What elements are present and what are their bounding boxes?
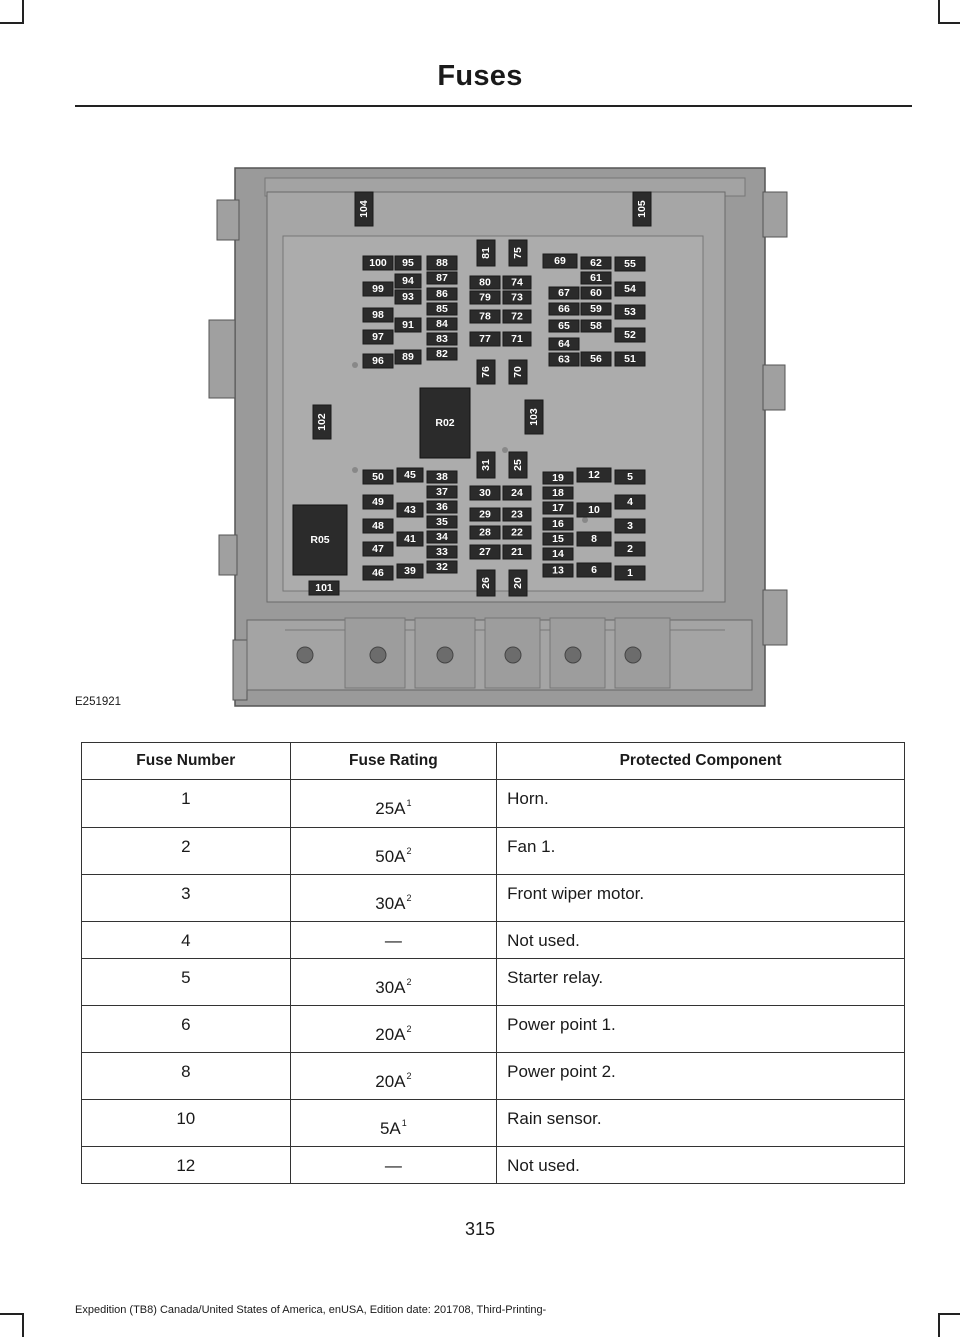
fuse-label: 25: [512, 459, 524, 471]
fuse-27: [470, 545, 500, 559]
fuse-50: [363, 470, 393, 484]
title-rule: [75, 105, 912, 107]
fuse-rating-value: —: [384, 931, 402, 950]
fuse-31: [477, 452, 495, 478]
fuse-label: 20: [512, 577, 524, 589]
clip-left-1: [217, 200, 239, 240]
fuse-label: 5: [627, 471, 633, 483]
fuse-box-diagram: [195, 140, 790, 710]
footer-text: Expedition (TB8) Canada/United States of America, enUSA, Edition date: 201708, Third-Printing-: [75, 1304, 547, 1316]
fuse-rating-cell: [290, 1100, 496, 1147]
fuse-label: 104: [358, 200, 370, 218]
fuse-86: [427, 288, 457, 300]
fuse-label: 50: [372, 471, 384, 483]
fuse-41: [397, 532, 423, 546]
fuse-label: 38: [436, 471, 448, 483]
relay-label: R05: [310, 534, 330, 546]
fuse-82: [427, 348, 457, 360]
fuse-label: 66: [558, 303, 570, 315]
fuse-73: [503, 291, 531, 304]
fuse-34: [427, 531, 457, 543]
fuse-label: 37: [436, 486, 448, 498]
fuse-number-cell: 5: [82, 959, 291, 1006]
fuse-label: 34: [436, 531, 448, 543]
fuse-10: [577, 503, 611, 517]
fuse-rating-cell: [290, 875, 496, 922]
protected-component-cell: Power point 2.: [497, 1053, 905, 1100]
fuse-label: 69: [554, 255, 566, 267]
fuse-97: [363, 330, 393, 344]
fuse-label: 105: [636, 200, 648, 218]
footnote-marker: 2: [406, 1024, 412, 1034]
fuse-rating-value: —: [384, 1156, 402, 1175]
fuse-47: [363, 542, 393, 556]
fuse-label: 54: [624, 283, 636, 295]
fuse-91: [395, 318, 421, 332]
page-number: 315: [464, 1219, 496, 1239]
fuse-51: [615, 352, 645, 366]
fuse-label: 98: [372, 309, 384, 321]
clip-left-2: [209, 320, 235, 398]
fuse-rating-value: 30A: [375, 978, 406, 997]
fuse-label: 71: [511, 333, 523, 345]
fuse-78: [470, 310, 500, 323]
clip-right-2: [763, 365, 785, 410]
fuse-rating-cell: [290, 1053, 496, 1100]
fuse-label: 22: [511, 526, 523, 539]
fuse-29: [470, 508, 500, 521]
fuse-84: [427, 318, 457, 330]
fuse-label: 81: [480, 247, 492, 259]
fuse-13: [543, 564, 573, 577]
crop-mark-bottom-right: [938, 1313, 960, 1315]
fuse-rating-cell: [290, 959, 496, 1006]
crop-mark-bottom-right-v: [938, 1313, 940, 1337]
page-title: Fuses: [437, 60, 523, 92]
fuse-55: [615, 257, 645, 271]
footnote-marker: 1: [401, 1118, 407, 1128]
protected-component-cell: Not used.: [497, 922, 905, 959]
fuse-63: [549, 353, 579, 366]
fuse-59: [581, 303, 611, 315]
fuse-label: 76: [480, 366, 492, 378]
fuse-label: 10: [588, 504, 600, 516]
fuse-87: [427, 272, 457, 284]
table-header-row: [82, 743, 905, 780]
fuse-label: 75: [512, 247, 524, 259]
fuse-98: [363, 308, 393, 322]
footnote-marker: 2: [406, 1071, 412, 1081]
header-fuse-rating: Fuse Rating: [290, 743, 496, 780]
fuse-rating-value: 5A: [379, 1119, 401, 1138]
fuse-label: 100: [369, 257, 387, 269]
fuse-46: [363, 566, 393, 580]
fuse-table: [81, 742, 905, 1184]
protected-component-cell: Power point 1.: [497, 1006, 905, 1053]
fuse-label: 60: [590, 287, 602, 299]
fuse-label: 19: [552, 472, 564, 484]
fuse-4: [615, 495, 645, 509]
figure-code: E251921: [75, 696, 122, 708]
fuse-label: 101: [315, 582, 333, 594]
fuse-69: [543, 254, 577, 268]
crop-mark-bottom-left-v: [22, 1313, 24, 1337]
fuse-label: 96: [372, 355, 384, 367]
fuse-21: [503, 545, 531, 559]
fuse-label: 74: [511, 276, 523, 289]
fuse-label: 51: [624, 353, 636, 365]
fuse-1: [615, 566, 645, 580]
fuse-54: [615, 282, 645, 296]
fuse-101: [309, 581, 339, 595]
fuse-53: [615, 305, 645, 319]
fuse-label: 85: [436, 303, 448, 315]
fuse-rating-value: 30A: [375, 894, 406, 913]
fuse-43: [397, 503, 423, 517]
fuse-74: [503, 276, 531, 289]
fuse-label: 64: [558, 338, 570, 350]
fuse-103: [525, 400, 543, 434]
fuse-label: 53: [624, 306, 636, 318]
footnote-marker: 2: [406, 977, 412, 987]
fuse-35: [427, 516, 457, 528]
fuse-72: [503, 310, 531, 323]
table-row: [82, 1006, 905, 1053]
fuse-48: [363, 519, 393, 533]
fuse-label: 70: [512, 366, 524, 378]
fuse-label: 63: [558, 353, 570, 366]
fuse-number-cell: 10: [82, 1100, 291, 1147]
relay-R02: [420, 388, 470, 458]
fuse-79: [470, 291, 500, 304]
fuse-104: [355, 192, 373, 226]
fuse-12: [577, 468, 611, 482]
fuse-81: [477, 240, 495, 266]
fuse-75: [509, 240, 527, 266]
fuse-23: [503, 508, 531, 521]
fuse-105: [633, 192, 651, 226]
clip-right-3: [763, 590, 787, 645]
fuse-85: [427, 303, 457, 315]
fuse-label: 49: [372, 496, 384, 508]
fuse-label: 87: [436, 272, 448, 284]
footnote-marker: 2: [406, 846, 412, 856]
fuse-label: 97: [372, 331, 384, 343]
fuse-label: 61: [590, 272, 602, 284]
fuse-28: [470, 526, 500, 539]
fuse-label: 3: [627, 520, 633, 532]
fuse-17: [543, 502, 573, 514]
fuse-label: 103: [528, 408, 540, 426]
fuse-label: 8: [591, 533, 597, 545]
fuse-25: [509, 452, 527, 478]
fuse-24: [503, 486, 531, 500]
fuse-label: 35: [436, 516, 448, 528]
table-row: [82, 828, 905, 875]
fuse-label: 41: [404, 533, 416, 545]
fuse-label: 33: [436, 546, 448, 558]
fuse-label: 15: [552, 533, 564, 545]
fuse-100: [363, 256, 393, 270]
table-row: [82, 1147, 905, 1184]
fuse-49: [363, 495, 393, 509]
fuse-label: 24: [511, 487, 523, 499]
relay-label: R02: [435, 417, 455, 429]
fuse-rating-cell: [290, 1006, 496, 1053]
crop-mark-top-right: [938, 22, 960, 24]
fuse-number-cell: 12: [82, 1147, 291, 1184]
fuse-label: 27: [479, 546, 491, 558]
fuse-label: 73: [511, 291, 523, 304]
fuse-71: [503, 332, 531, 346]
fuse-61: [581, 272, 611, 284]
crop-mark-top-left: [0, 22, 22, 24]
fuse-label: 99: [372, 283, 384, 295]
protected-component-cell: Fan 1.: [497, 828, 905, 875]
fuse-number-cell: 6: [82, 1006, 291, 1053]
fuse-label: 30: [479, 487, 491, 499]
fuse-label: 36: [436, 501, 448, 513]
fuse-89: [395, 350, 421, 364]
fuse-label: 86: [436, 288, 448, 300]
table-row: [82, 780, 905, 828]
fuse-62: [581, 257, 611, 269]
protected-component-cell: Not used.: [497, 1147, 905, 1184]
fuse-label: 95: [402, 257, 414, 269]
fuse-label: 1: [627, 567, 633, 579]
fuse-64: [549, 338, 579, 350]
table-row: [82, 959, 905, 1006]
crop-mark-top-right-v: [938, 0, 940, 24]
fuse-label: 91: [402, 319, 414, 331]
fuse-70: [509, 360, 527, 384]
fuse-label: 4: [627, 496, 633, 508]
fuse-label: 28: [479, 526, 491, 539]
protected-component-cell: Rain sensor.: [497, 1100, 905, 1147]
fuse-16: [543, 518, 573, 530]
protected-component-cell: Starter relay.: [497, 959, 905, 1006]
fuse-32: [427, 561, 457, 573]
fuse-83: [427, 333, 457, 345]
fuse-label: 55: [624, 258, 636, 270]
fuse-number-cell: 8: [82, 1053, 291, 1100]
protected-component-cell: Horn.: [497, 780, 905, 828]
fuse-rating-cell: [290, 780, 496, 828]
fuse-38: [427, 471, 457, 483]
fuse-6: [577, 563, 611, 577]
header-fuse-number: Fuse Number: [82, 743, 291, 780]
fuse-number-cell: 4: [82, 922, 291, 959]
fuse-15: [543, 533, 573, 545]
fuse-99: [363, 282, 393, 296]
fuse-2: [615, 542, 645, 556]
fuse-39: [397, 564, 423, 578]
fuse-19: [543, 472, 573, 484]
clip-left-3: [219, 535, 237, 575]
crop-mark-top-left-v: [22, 0, 24, 24]
fuse-label: 82: [436, 348, 448, 360]
fuse-102: [313, 405, 331, 439]
fuse-14: [543, 548, 573, 560]
fuse-label: 43: [404, 504, 416, 516]
fuse-label: 47: [372, 543, 384, 555]
fuse-label: 48: [372, 520, 384, 532]
clip-right-1: [763, 192, 787, 237]
fuse-56: [581, 352, 611, 366]
fuse-76: [477, 360, 495, 384]
fuse-95: [395, 256, 421, 270]
fuse-label: 14: [552, 548, 564, 560]
fuse-rating-value: 25A: [375, 799, 406, 818]
fuse-label: 12: [588, 469, 600, 481]
fuse-93: [395, 290, 421, 304]
table-row: [82, 1053, 905, 1100]
fuse-rating-cell: [290, 922, 496, 959]
fuse-33: [427, 546, 457, 558]
fuse-label: 56: [590, 353, 602, 365]
fuse-label: 2: [627, 543, 633, 555]
fuse-label: 26: [480, 577, 492, 589]
fuse-rating-cell: [290, 1147, 496, 1184]
fuse-label: 80: [479, 276, 491, 289]
footnote-marker: 2: [406, 893, 412, 903]
fuse-66: [549, 303, 579, 315]
fuse-60: [581, 287, 611, 299]
fuse-label: 17: [552, 502, 564, 514]
fuse-number-cell: 1: [82, 780, 291, 828]
fuse-label: 89: [402, 351, 414, 363]
fuse-88: [427, 256, 457, 270]
clip-left-4: [233, 640, 247, 700]
table-row: [82, 875, 905, 922]
fuse-label: 94: [402, 275, 414, 287]
fuse-label: 45: [404, 469, 416, 481]
fuse-label: 62: [590, 257, 602, 269]
fuse-label: 29: [479, 508, 491, 521]
fuse-rating-cell: [290, 828, 496, 875]
crop-mark-bottom-left: [0, 1313, 22, 1315]
fuse-label: 65: [558, 320, 570, 332]
table-row: [82, 1100, 905, 1147]
fuse-45: [397, 468, 423, 482]
fuse-label: 102: [316, 413, 328, 431]
fuse-rows: [82, 780, 905, 1184]
fuse-rating-value: 50A: [375, 847, 406, 866]
fuse-rating-value: 20A: [375, 1025, 406, 1044]
fuse-65: [549, 320, 579, 332]
fuse-77: [470, 332, 500, 346]
fuse-37: [427, 486, 457, 498]
fuse-20: [509, 570, 527, 596]
fuse-label: 32: [436, 561, 448, 573]
protected-component-cell: Front wiper motor.: [497, 875, 905, 922]
fuse-label: 46: [372, 567, 384, 579]
fuse-30: [470, 486, 500, 500]
fuse-26: [477, 570, 495, 596]
fuse-96: [363, 354, 393, 368]
fuse-52: [615, 328, 645, 342]
fuse-label: 84: [436, 318, 448, 330]
fuse-label: 21: [511, 546, 523, 558]
fuse-label: 31: [480, 459, 492, 471]
fuse-18: [543, 487, 573, 499]
fuse-label: 67: [558, 287, 570, 299]
fuse-label: 78: [479, 310, 491, 323]
fuse-box-illustration: [195, 140, 790, 710]
fuse-label: 52: [624, 329, 636, 341]
fuse-58: [581, 320, 611, 332]
fuse-67: [549, 287, 579, 299]
fuse-8: [577, 532, 611, 546]
fuse-label: 59: [590, 303, 602, 315]
fuse-number-cell: 2: [82, 828, 291, 875]
fuse-label: 23: [511, 508, 523, 521]
fuse-label: 58: [590, 320, 602, 332]
fuse-rating-value: 20A: [375, 1072, 406, 1091]
fuse-number-cell: 3: [82, 875, 291, 922]
fuse-label: 18: [552, 487, 564, 499]
fuse-label: 83: [436, 333, 448, 345]
fuse-5: [615, 470, 645, 484]
fuse-3: [615, 519, 645, 533]
fuse-80: [470, 276, 500, 289]
fuse-label: 77: [479, 333, 491, 345]
fuse-22: [503, 526, 531, 539]
fuse-label: 13: [552, 564, 564, 577]
header-protected-component: Protected Component: [497, 743, 905, 780]
fuse-label: 79: [479, 291, 491, 304]
relay-R05: [293, 505, 347, 575]
fuse-label: 93: [402, 291, 414, 303]
fuse-label: 72: [511, 310, 523, 323]
footnote-marker: 1: [406, 798, 412, 808]
fuse-label: 6: [591, 564, 597, 576]
fuse-36: [427, 501, 457, 513]
table-row: [82, 922, 905, 959]
fuse-label: 39: [404, 565, 416, 577]
fuse-label: 16: [552, 518, 564, 530]
fuse-94: [395, 274, 421, 288]
fuse-label: 88: [436, 257, 448, 269]
